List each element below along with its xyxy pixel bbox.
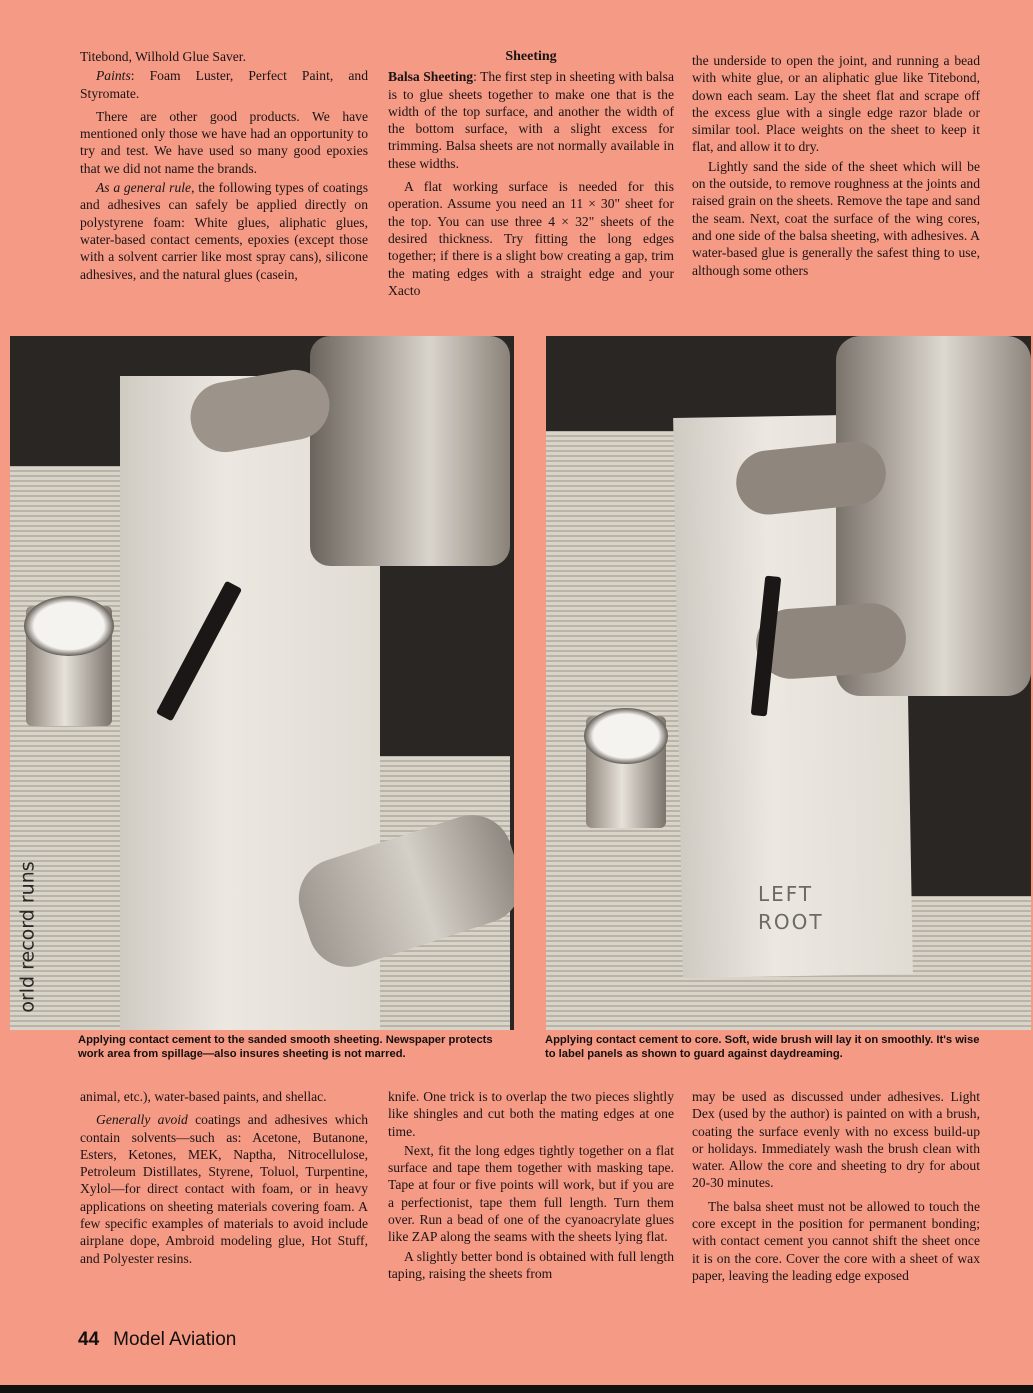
paragraph: Next, fit the long edges tightly together on a flat surface and tape them together with masking tape. Tape at four or five points will work, but if you are a perfectionist, tape them full length. Turn them over. Run a bead of one of the cyanoacrylate glues like ZAP along the seams with the sheets lying flat. bbox=[388, 1142, 674, 1245]
photo-caption-left: Applying contact cement to the sanded smooth sheeting. Newspaper protects work area from spillage—also insures sheeting is not marred. bbox=[78, 1034, 493, 1060]
newspaper-headline: orld record runs bbox=[16, 861, 39, 1013]
paragraph: animal, etc.), water-based paints, and shellac. bbox=[80, 1089, 327, 1104]
paragraph: Paints: Foam Luster, Perfect Paint, and Styromate. bbox=[80, 68, 368, 101]
magazine-title: Model Aviation bbox=[113, 1329, 237, 1350]
paragraph: As a general rule, the following types of coatings and adhesives can safely be applied directly on polystyrene foam: White glues, aliphatic glues, water-based contact cements, epoxies (except those with a solvent carrier like most spray cans), silicone adhesives, and the natural glues (casein, bbox=[80, 180, 368, 282]
paragraph: The balsa sheet must not be allowed to touch the core except in the position for permanent bonding; with contact cement you cannot shift the sheet once it is on the core. Cover the core with a sheet of wax paper, leaving the leading edge exposed bbox=[692, 1198, 980, 1283]
paragraph: A slightly better bond is obtained with full length taping, raising the sheets from bbox=[388, 1248, 674, 1281]
photo-right bbox=[546, 336, 1031, 1030]
panel-label-root: ROOT bbox=[758, 910, 824, 934]
paragraph: Generally avoid coatings and adhesives which contain solvents—such as: Acetone, Butanone, Esters, Ketones, MEK, Naptha, Nitrocellulose, Petroleum Distillates, Styrene, Toluol, Turpentine, Xylol—for direct contact with foam, or in heavy applications on sheeting materials covering foam. A few specific examples of materials to avoid include airplane dope, Ambroid modeling glue, Hot Stuff, and Polyester resins. bbox=[80, 1112, 368, 1266]
bottom-column-2 bbox=[388, 1088, 674, 1282]
paragraph: the underside to open the joint, and running a bead with white glue, or an aliphatic glue like Titebond, down each seam. Lay the sheet flat and scrape off the excess glue with a single edge razor blade or similar tool. Place weights on the sheet to keep it flat, and allow it to dry. bbox=[692, 53, 980, 155]
top-column-1 bbox=[80, 48, 368, 283]
bottom-column-1 bbox=[80, 1088, 368, 1267]
photo-left bbox=[10, 336, 514, 1030]
top-column-3 bbox=[692, 52, 980, 279]
photo-caption-right: Applying contact cement to core. Soft, wide brush will lay it on smoothly. It's wise to label panels as shown to guard against daydreaming. bbox=[545, 1034, 980, 1060]
panel-label-left: LEFT bbox=[758, 882, 814, 906]
paragraph: may be used as discussed under adhesives. Light Dex (used by the author) is painted on with a brush, coating the surface evenly with no excess build-up or holidays. Immediately wash the brush clean with water. Allow the core and sheeting to dry for about 20-30 minutes. bbox=[692, 1089, 980, 1191]
paragraph: Titebond, Wilhold Glue Saver. bbox=[80, 49, 246, 64]
paragraph: Lightly sand the side of the sheet which will be on the outside, to remove roughness at the joints and raised grain on the sheets. Remove the tape and sand the seam. Next, coat the surface of the wing cores, and one side of the balsa sheeting, with adhesives. A water-based glue is generally the safest thing to use, although some others bbox=[692, 158, 980, 278]
page-number: 44 bbox=[78, 1329, 100, 1350]
paragraph: Balsa Sheeting: The first step in sheeting with balsa is to glue sheets together to make one that is the width of the top surface, and another the width of the bottom surface, with a slight excess for trimming. Balsa sheets are not normally available in these widths. bbox=[388, 69, 674, 171]
bottom-column-3 bbox=[692, 1088, 980, 1284]
page-edge bbox=[0, 1385, 1033, 1393]
paragraph: A flat working surface is needed for this operation. Assume you need an 11 × 30" sheet for the top. You can use three 4 × 32" sheets of the desired thickness. Try fitting the long edges together; if there is a slight bow creating a gap, trim the mating edges with a straight edge and your Xacto bbox=[388, 179, 674, 298]
page-footer bbox=[78, 1329, 236, 1351]
paragraph: There are other good products. We have mentioned only those we have had an opportunity to try and test. We have used so many good epoxies that we did not name the brands. bbox=[80, 108, 368, 176]
section-heading: Sheeting bbox=[505, 49, 557, 64]
paragraph: knife. One trick is to overlap the two pieces slightly like shingles and cut both the mating edges at one time. bbox=[388, 1089, 674, 1139]
top-column-2 bbox=[388, 48, 674, 299]
